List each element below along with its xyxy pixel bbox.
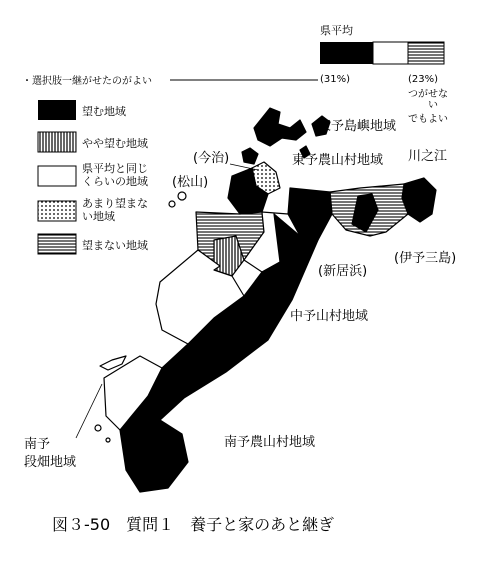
legend-swatch-solid: [38, 100, 76, 120]
legend: [38, 100, 148, 254]
legend-label-3: あまり望まない地域: [82, 197, 148, 223]
label-chuyo-mountain: 中予山村地域: [290, 309, 369, 324]
bar-segment-want: [320, 42, 373, 64]
header-right-note-1: つがせな: [408, 89, 448, 100]
region-island-small-2: [242, 148, 258, 164]
label-higashiyo-mountain: 東予農山村地域: [292, 153, 384, 168]
legend-label-2: 県平均と同じくらいの地域: [82, 162, 148, 188]
label-nanyo-dan: 南予段畑地域: [24, 437, 77, 470]
bar-segment-average: [373, 42, 408, 64]
label-iyo-sanjima: (伊予三島): [394, 251, 457, 266]
legend-label-4: 望まない地域: [82, 239, 148, 252]
islet-2: [169, 201, 175, 207]
header-right-note-2: い: [428, 100, 438, 111]
legend-label-0: 望む地域: [82, 105, 126, 118]
label-nanyo-mountain: 南予農山村地域: [224, 435, 316, 450]
header-bar-label: 県平均: [320, 24, 353, 37]
legend-swatch-white: [38, 166, 76, 186]
label-kawanoe: 川之江: [408, 149, 448, 164]
header-left-caption: ・選択肢一継がせたのがよい: [22, 76, 152, 87]
islet-1: [178, 192, 186, 200]
legend-swatch-horizontal: [38, 234, 76, 254]
bar-segment-not-want: [408, 42, 444, 64]
islet-3: [95, 425, 101, 431]
header-right-pct: (23%): [408, 74, 439, 85]
label-higashiyo-island: 東予島嶼地域: [318, 119, 397, 134]
legend-swatch-dots: [38, 201, 76, 221]
islet-4: [106, 438, 110, 442]
label-imabari: (今治): [193, 151, 230, 166]
label-matsuyama: (松山): [172, 175, 209, 190]
legend-swatch-vertical: [38, 132, 76, 152]
region-islands-north: [254, 108, 306, 146]
header-right-note-3: でもよい: [408, 114, 448, 125]
label-niihama: (新居浜): [318, 264, 368, 279]
header-left-pct: (31%): [320, 74, 351, 85]
figure-caption: 図３-50 質問１ 養子と家のあと継ぎ: [52, 515, 335, 534]
legend-label-1: やや望む地域: [82, 137, 148, 150]
